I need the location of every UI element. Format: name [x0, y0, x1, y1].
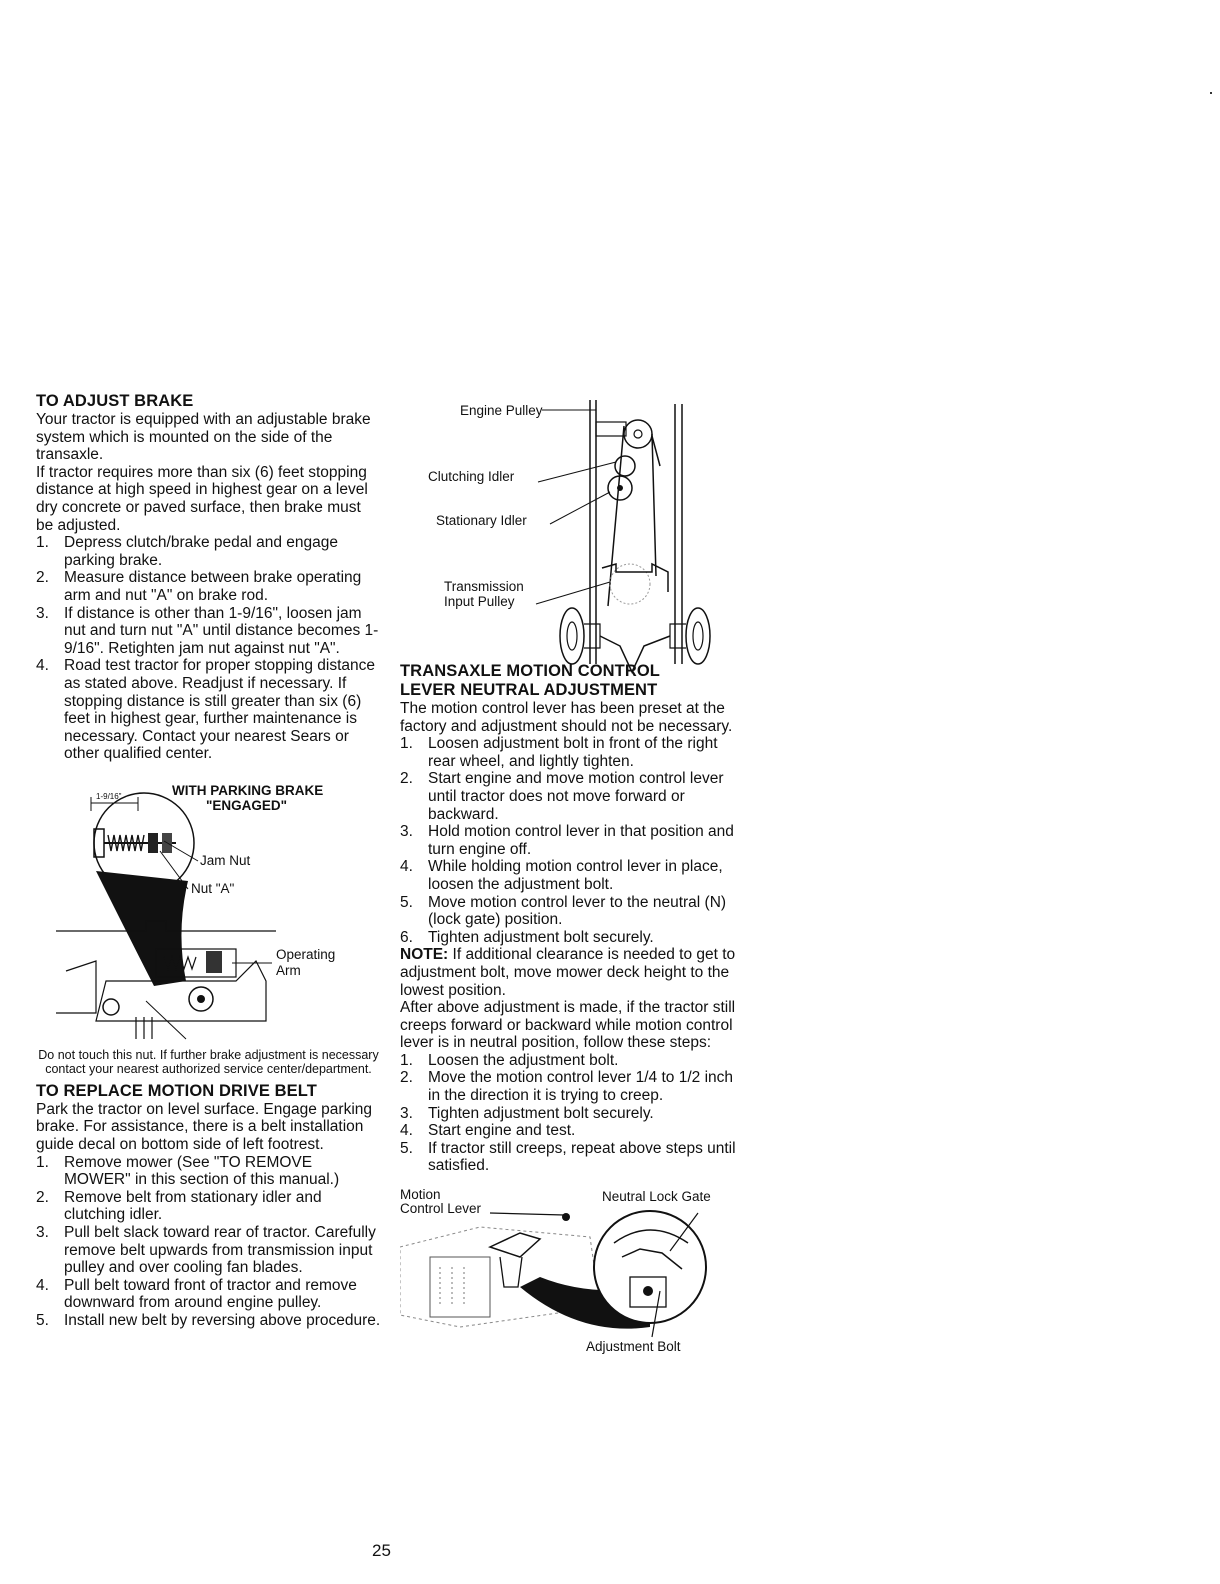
transaxle-step-2: 2. Move the motion control lever 1/4 to 1/2 inch in the direction it is trying to creep.	[400, 1069, 733, 1105]
transaxle-step-2: 1. Loosen the adjustment bolt.	[400, 1051, 619, 1069]
brake-step: 3. If distance is other than 1-9/16", loosen jam nut and turn nut "A" until distance becomes 1-9/16". Retighten jam nut against nut "A".	[36, 604, 379, 657]
operating-label: Operating	[276, 946, 336, 962]
brake-figure	[36, 781, 376, 1046]
transaxle-heading-1: TRANSAXLE MOTION CONTROL	[400, 662, 660, 680]
brake-caption: Do not touch this nut. If further brake adjustment is necessary contact your nearest authorized service center/department.	[38, 1047, 379, 1076]
transaxle-heading-2: LEVER NEUTRAL ADJUSTMENT	[400, 681, 658, 699]
right-column	[400, 662, 740, 1377]
transaxle-step-2: 3. Tighten adjustment bolt securely.	[400, 1104, 654, 1122]
brake-intro-1: Your tractor is equipped with an adjustable brake system which is mounted on the side of the transaxle.	[36, 411, 371, 464]
lever-figure	[400, 1187, 740, 1377]
belt-intro: Park the tractor on level surface. Engage parking brake. For assistance, there is a belt installation guide decal on bottom side of left footrest.	[36, 1100, 373, 1154]
transaxle-step: 1. Loosen adjustment bolt in front of the right rear wheel, and lightly tighten.	[400, 735, 718, 770]
belt-step: 2. Remove belt from stationary idler and clutching idler.	[36, 1188, 322, 1224]
transaxle-steps-2	[400, 1052, 740, 1175]
belt-step: 1. Remove mower (See "TO REMOVE MOWER" in this section of this manual.)	[36, 1153, 340, 1189]
nut-a-label: Nut "A"	[191, 880, 235, 896]
input-pulley-label: Input Pulley	[444, 594, 515, 609]
brake-heading: TO ADJUST BRAKE	[36, 392, 194, 410]
brake-step: 1. Depress clutch/brake pedal and engage parking brake.	[36, 534, 339, 569]
brake-figure-subtitle: "ENGAGED"	[206, 797, 288, 813]
transaxle-note: NOTE: If additional clearance is needed to get to adjustment bolt, move mower deck height to the lowest position.	[400, 946, 736, 999]
transaxle-step-2: 4. Start engine and test.	[400, 1122, 576, 1140]
belt-step: 4. Pull belt toward front of tractor and remove downward from around engine pulley.	[36, 1276, 357, 1312]
transmission-label: Transmission	[444, 579, 524, 594]
transaxle-intro: The motion control lever has been preset at the factory and adjustment should not be necessary.	[400, 700, 733, 735]
transaxle-step: 6. Tighten adjustment bolt securely.	[400, 928, 654, 946]
transaxle-step: 5. Move motion control lever to the neutral (N) (lock gate) position.	[400, 893, 727, 929]
pulley-figure	[420, 396, 720, 664]
pulley-illustration	[420, 396, 720, 664]
scan-speck	[1210, 92, 1212, 94]
engine-pulley-label: Engine Pulley	[460, 403, 543, 418]
transaxle-after: After above adjustment is made, if the tractor still creeps forward or backward while motion control lever is in neutral position, follow these steps:	[400, 999, 736, 1052]
belt-step: 3. Pull belt slack toward rear of tractor. Carefully remove belt upwards from transmission input pulley and over cooling fan blades.	[36, 1224, 376, 1277]
brake-illustration	[36, 781, 376, 1046]
transaxle-step: 3. Hold motion control lever in that position and turn engine off.	[400, 823, 734, 858]
left-column	[36, 392, 381, 1330]
neutral-lock-gate-label: Neutral Lock Gate	[602, 1189, 711, 1205]
motion-label: Motion	[400, 1187, 441, 1203]
control-lever-label: Control Lever	[400, 1201, 482, 1217]
brake-step: 2. Measure distance between brake operating arm and nut "A" on brake rod.	[36, 569, 362, 604]
transaxle-step-2: 5. If tractor still creeps, repeat above steps until satisfied.	[400, 1139, 736, 1175]
dimension-label: 1-9/16"	[96, 791, 122, 801]
belt-steps	[36, 1154, 381, 1330]
transaxle-step: 2. Start engine and move motion control lever until tractor does not move forward or backward.	[400, 770, 724, 823]
transaxle-step: 4. While holding motion control lever in place, loosen the adjustment bolt.	[400, 858, 723, 893]
adjustment-bolt-label: Adjustment Bolt	[586, 1339, 681, 1355]
brake-steps	[36, 534, 381, 763]
page-number: 25	[372, 1541, 391, 1560]
stationary-idler-label: Stationary Idler	[436, 513, 527, 528]
brake-intro-2: If tractor requires more than six (6) feet stopping distance at high speed in highest gear on a level dry concrete or paved surface, then brake must be adjusted.	[36, 463, 368, 534]
clutching-idler-label: Clutching Idler	[428, 469, 515, 484]
brake-figure-title: WITH PARKING BRAKE	[172, 782, 324, 798]
brake-step: 4. Road test tractor for proper stopping distance as stated above. Readjust if necessary. If stopping distance is still greater than six (6) feet in highest gear, further maintenance is necessary. Contact your nearest Sears or other qualified center.	[36, 657, 376, 763]
transaxle-steps	[400, 735, 740, 946]
arm-label: Arm	[276, 962, 301, 978]
belt-heading: TO REPLACE MOTION DRIVE BELT	[36, 1081, 317, 1100]
jam-nut-label: Jam Nut	[200, 852, 251, 868]
belt-step: 5. Install new belt by reversing above procedure.	[36, 1312, 381, 1329]
